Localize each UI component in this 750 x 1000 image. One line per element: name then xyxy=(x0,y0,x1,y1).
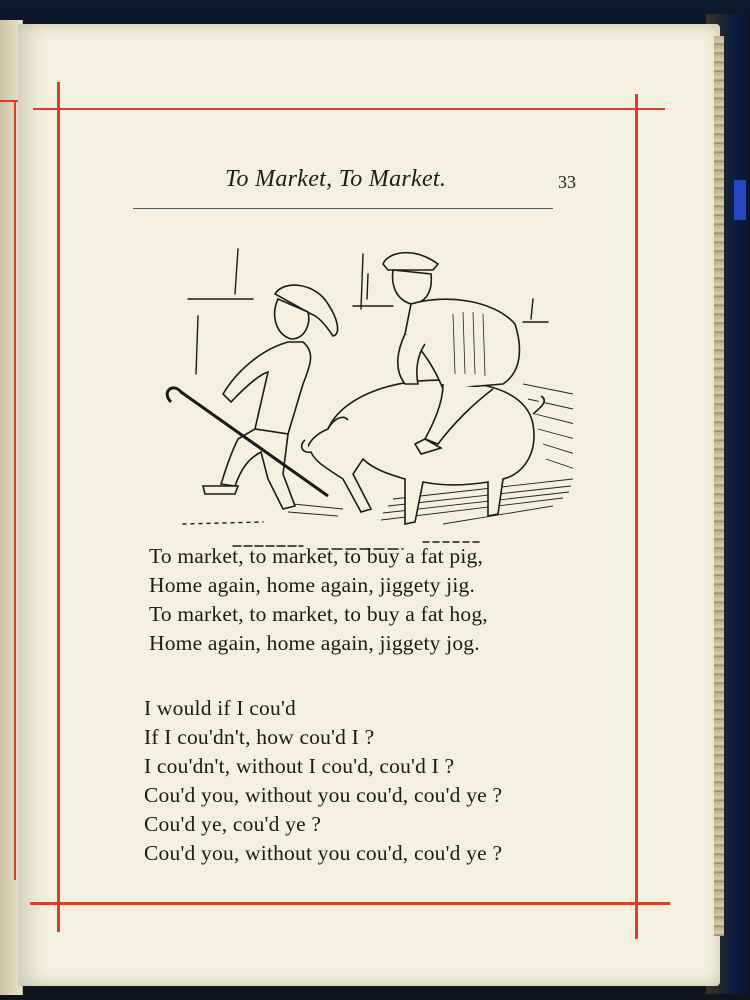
verse-line: Home again, home again, jiggety jig. xyxy=(149,573,476,597)
cover-blue-mark xyxy=(734,180,746,220)
verse-coud xyxy=(144,694,502,868)
verse-line: Cou'd you, without you cou'd, cou'd ye ? xyxy=(144,783,503,807)
verse-line: Home again, home again, jiggety jog. xyxy=(149,631,480,655)
border-rule-top xyxy=(33,108,665,110)
verse-line: Cou'd you, without you cou'd, cou'd ye ? xyxy=(144,841,503,865)
head-rule xyxy=(133,208,553,209)
verse-market xyxy=(149,542,488,658)
running-head xyxy=(18,166,720,202)
facing-page-rule-vertical xyxy=(14,100,16,880)
boy-and-man-riding-pig-engraving-icon xyxy=(143,224,573,554)
verse-line: To market, to market, to buy a fat hog, xyxy=(149,602,488,626)
border-rule-bottom xyxy=(30,902,670,905)
page-title: To Market, To Market. xyxy=(225,166,447,192)
verse-line: If I cou'dn't, how cou'd I ? xyxy=(144,725,375,749)
page-number: 33 xyxy=(558,172,576,192)
border-rule-right xyxy=(635,94,638,939)
verse-line: To market, to market, to buy a fat pig, xyxy=(149,544,484,568)
border-rule-left xyxy=(57,82,60,932)
verse-line: I would if I cou'd xyxy=(144,696,296,720)
verse-line: Cou'd ye, cou'd ye ? xyxy=(144,812,322,836)
book-page xyxy=(18,24,720,986)
page-stack-edge xyxy=(714,36,724,936)
verse-line: I cou'dn't, without I cou'd, cou'd I ? xyxy=(144,754,455,778)
